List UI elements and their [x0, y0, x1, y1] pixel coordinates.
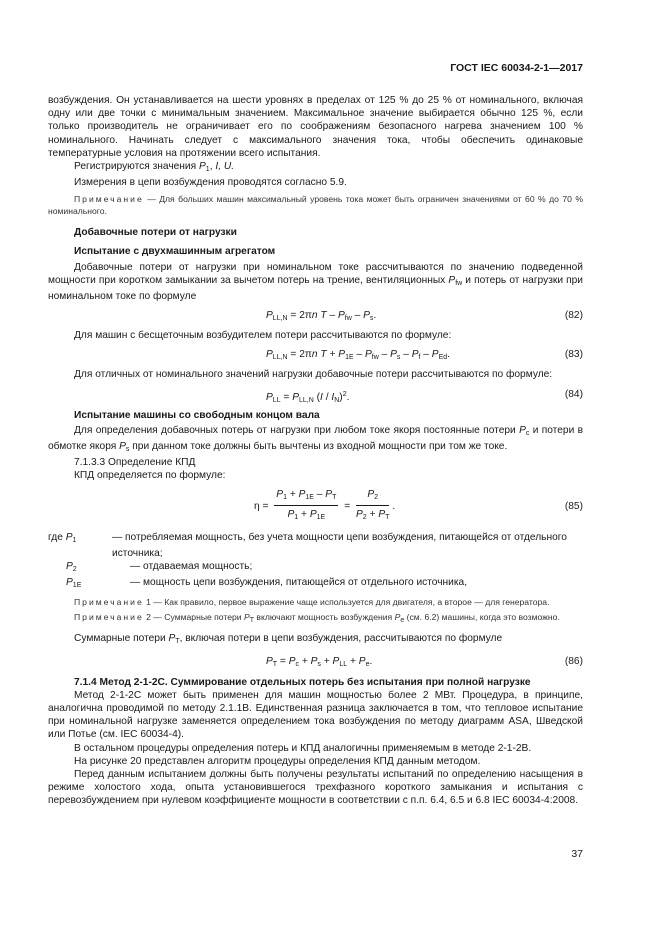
formula-86: $P_T = P_c + P_s + P_{LL} + P_e$. (86) [266, 655, 583, 668]
heading: Испытание машины со свободным концом вала [74, 409, 320, 421]
paragraph: 7.1.3.3 Определение КПД [74, 457, 196, 469]
paragraph: Добавочные потери от нагрузки при номинальном токе рассчитываются по значению подведенной мощности при коротком замыкании за вычетом потерь на трение, вентиляционных $P_{fw}$ и потерь от нагрузки при номинальном токе по формуле [48, 261, 583, 303]
paragraph: В остальном процедуры определения потерь и КПД аналогичны применяемым в методе 2-1-2В. [74, 742, 532, 754]
paragraph: Метод 2-1-2С может быть применен для машин мощностью более 2 МВт. Процедура, в принципе, аналогична проводимой по методу 2.1.1В. Единственная разница заключается в том, что тепловое испытание при номинальной нагрузке заменяется определением тока возбуждения по методу диаграмм ASA, Шведской или Потье (см. IEC 60034-4). [48, 689, 583, 741]
note: Примечание 1 — Как правило, первое выражение чаще используется для двигателя, а второе — для генератора. [74, 597, 550, 608]
paragraph: Для машин с бесщеточным возбудителем потери рассчитываются по формуле: [74, 330, 452, 342]
formula-83: $P_{LL,N} = 2\pi n$ $T + P_{1E} - P_{fw} - P_s - P_f - P_{Ed}$. (83) [266, 349, 583, 362]
formula-85: η = $\frac{P_1 + P_{1E} - P_T}{P_1 + P_{1E}}$ = $\frac{P_2}{P_2 + P_T}$ . (85) [254, 488, 583, 521]
paragraph: КПД определяется по формуле: [74, 470, 226, 482]
paragraph: Перед данным испытанием должны быть получены результаты испытаний по определению насыщения в режиме холостого хода, опыта установившегося трехфазного короткого замыкания и испытания с перевозбуждением при нулевом коэффициенте мощности в соответствии с п.п. 6.4, 6.5 и 6.8 IEC 60034-4:2008. [48, 768, 583, 807]
definition-row: $P_2$ — отдаваемая мощность; [66, 561, 253, 574]
symbol-definitions [48, 531, 583, 593]
paragraph: Для отличных от номинального значений нагрузки добавочные потери рассчитываются по формуле: [74, 369, 553, 381]
page-body [48, 94, 583, 808]
paragraph: Для определения добавочных потерь от нагрузки при любом токе якоря постоянные потери $P_c$ и потери в обмотке якоря $P_s$ при данном токе должны быть вычтены из входной мощности при том же токе. [48, 424, 583, 454]
definition-row: где $P_1$ — потребляемая мощность, без учета мощности цепи возбуждения, питающейся от отдельного [48, 531, 567, 544]
paragraph: возбуждения. Он устанавливается на шести уровнях в пределах от 125 % до 25 % от номинального, включая одну или две точки с минимальным значением. Максимальное значение выбирается обычно 125 %, если только производитель не ограничивает его по соображениям безопасного нагрева значением 100 % номинального. Начинать следует с максимального значения тока, чтобы обеспечить одинаковые температурные условия на протяжении всего испытания. [48, 95, 583, 159]
paragraph: На рисунке 20 представлен алгоритм процедуры определения КПД данным методом. [74, 755, 481, 767]
definition-row: источника; [112, 547, 163, 559]
formula-84: $P_{LL} = P_{LL,N}$ $(I / I_N)^2$. (84) [266, 388, 583, 404]
paragraph: Измерения в цепи возбуждения проводятся согласно 5.9. [74, 177, 347, 189]
heading: Добавочные потери от нагрузки [74, 227, 237, 239]
paragraph: Регистрируются значения $P_1$, I, U. [74, 161, 235, 174]
note: Примечание 2 — Суммарные потери $P_T$ включают мощность возбуждения $P_e$ (см. 6.2) машины, когда это возможно. [74, 611, 560, 624]
paragraph: Суммарные потери $P_T$, включая потери в цепи возбуждения, рассчитываются по формуле [74, 633, 503, 646]
note: Примечание — Для больших машин максимальный уровень тока может быть ограничен значениями от 60 % до 70 % номинального. [48, 194, 583, 216]
page-number: 37 [571, 848, 583, 860]
heading: Испытание с двухмашинным агрегатом [74, 246, 276, 258]
section-heading: 7.1.4 Метод 2-1-2С. Суммирование отдельных потерь без испытания при полной нагрузке [74, 676, 531, 688]
definition-row: $P_{1E}$ — мощность цепи возбуждения, питающейся от отдельного источника, [66, 577, 468, 590]
standard-header: ГОСТ IEC 60034-2-1—2017 [450, 62, 583, 74]
formula-82: $P_{LL,N} = 2\pi n$ T – $P_{fw} - P_s$. (82) [266, 310, 583, 323]
